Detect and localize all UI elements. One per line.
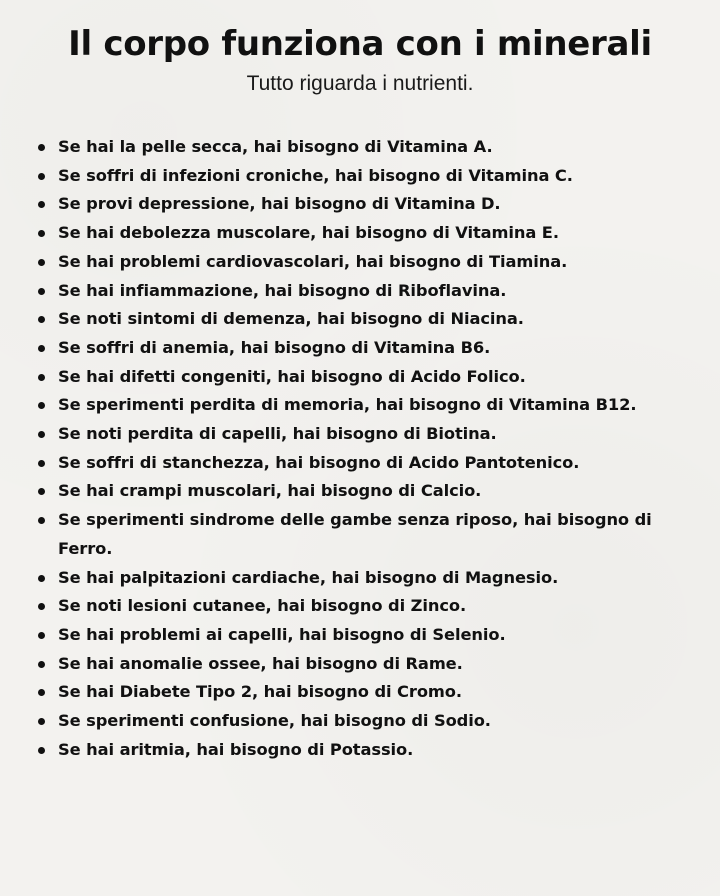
list-item-text: Se soffri di anemia, hai bisogno di Vitamina B6. xyxy=(58,337,491,357)
bullet-icon xyxy=(38,259,45,266)
bullet-icon xyxy=(38,488,45,495)
list-item xyxy=(36,707,700,736)
list-item-text: Se sperimenti confusione, hai bisogno di Sodio. xyxy=(58,711,491,731)
list-item-text: Se noti perdita di capelli, hai bisogno di Biotina. xyxy=(58,424,497,444)
list-item-text: Se sperimenti sindrome delle gambe senza riposo, hai bisogno di Ferro. xyxy=(58,510,652,558)
bullet-icon xyxy=(38,632,45,639)
bullet-icon xyxy=(38,201,45,208)
bullet-icon xyxy=(38,747,45,754)
list-item xyxy=(36,420,700,449)
bullet-icon xyxy=(38,603,45,610)
list-item xyxy=(36,219,700,248)
list-item-text: Se hai la pelle secca, hai bisogno di Vitamina A. xyxy=(58,137,493,156)
list-item xyxy=(36,162,700,191)
list-item xyxy=(36,305,700,334)
bullet-icon xyxy=(38,230,45,237)
list-item-text: Se noti sintomi di demenza, hai bisogno di Niacina. xyxy=(58,309,524,329)
list-item-text: Se hai anomalie ossee, hai bisogno di Rame. xyxy=(58,653,463,673)
list-item-text: Se soffri di infezioni croniche, hai bisogno di Vitamina C. xyxy=(58,165,573,185)
list-item-text: Se hai infiammazione, hai bisogno di Riboflavina. xyxy=(58,280,507,300)
list-item-text: Se soffri di stanchezza, hai bisogno di Acido Pantotenico. xyxy=(58,452,580,472)
list-item xyxy=(36,678,700,707)
bullet-icon xyxy=(38,402,45,409)
bullet-icon xyxy=(38,460,45,467)
bullet-icon xyxy=(38,345,45,352)
bullet-icon xyxy=(38,689,45,696)
list-item xyxy=(36,277,700,306)
list-item xyxy=(36,477,700,506)
list-item xyxy=(36,133,700,162)
list-item-text: Se hai crampi muscolari, hai bisogno di Calcio. xyxy=(58,481,482,501)
page-title: Il corpo funziona con i minerali xyxy=(68,24,652,64)
list-item xyxy=(36,391,700,420)
list-item xyxy=(36,190,700,219)
list-item xyxy=(36,363,700,392)
list-item-text: Se hai problemi cardiovascolari, hai bisogno di Tiamina. xyxy=(58,251,568,271)
list-item-text: Se noti lesioni cutanee, hai bisogno di Zinco. xyxy=(58,596,467,616)
list-item xyxy=(36,449,700,478)
list-item xyxy=(36,736,700,765)
list-item xyxy=(36,248,700,277)
list-item-text: Se hai problemi ai capelli, hai bisogno di Selenio. xyxy=(58,624,506,644)
list-item xyxy=(36,621,700,650)
page-subtitle: Tutto riguarda i nutrienti. xyxy=(246,72,474,95)
bullet-icon xyxy=(38,316,45,323)
list-item xyxy=(36,506,700,563)
bullet-icon xyxy=(38,431,45,438)
list-item-text: Se hai palpitazioni cardiache, hai bisogno di Magnesio. xyxy=(58,567,559,587)
bullet-icon xyxy=(38,718,45,725)
list-item-text: Se provi depressione, hai bisogno di Vitamina D. xyxy=(58,194,501,214)
list-item-text: Se hai Diabete Tipo 2, hai bisogno di Cromo. xyxy=(58,682,462,702)
list-item xyxy=(36,650,700,679)
list-item xyxy=(36,592,700,621)
list-item xyxy=(36,334,700,363)
list-item xyxy=(36,564,700,593)
bullet-icon xyxy=(38,144,45,151)
bullet-icon xyxy=(38,661,45,668)
list-item-text: Se hai aritmia, hai bisogno di Potassio. xyxy=(58,739,414,759)
list-item-text: Se sperimenti perdita di memoria, hai bisogno di Vitamina B12. xyxy=(58,395,637,415)
nutrient-list xyxy=(36,133,700,764)
bullet-icon xyxy=(38,288,45,295)
list-item-text: Se hai difetti congeniti, hai bisogno di Acido Folico. xyxy=(58,366,526,386)
list-item-text: Se hai debolezza muscolare, hai bisogno di Vitamina E. xyxy=(58,223,559,243)
bullet-icon xyxy=(38,173,45,180)
bullet-icon xyxy=(38,517,45,524)
bullet-icon xyxy=(38,575,45,582)
bullet-icon xyxy=(38,374,45,381)
